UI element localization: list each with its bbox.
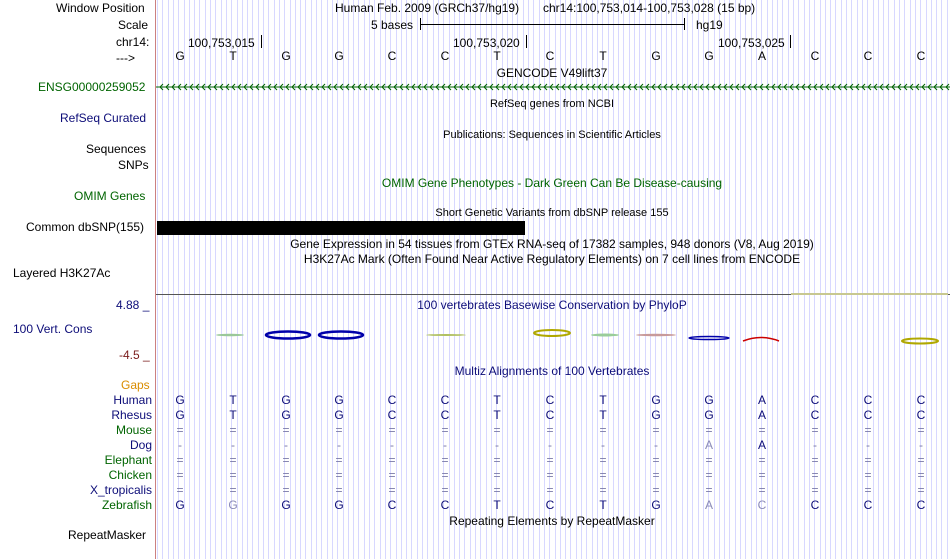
alignment-base: C <box>440 498 450 512</box>
phylop-track-title[interactable]: 100 vertebrates Basewise Conservation by PhyloP <box>417 298 687 312</box>
sequence-base: C <box>387 49 397 63</box>
coord-tick <box>526 35 527 48</box>
dbsnp-track-title[interactable]: Short Genetic Variants from dbSNP release 155 <box>435 207 669 219</box>
alignment-base: = <box>599 453 607 467</box>
alignment-base: = <box>335 468 343 482</box>
alignment-base: T <box>599 393 607 407</box>
alignment-base: A <box>757 438 766 452</box>
alignment-base: C <box>545 498 555 512</box>
alignment-base: A <box>757 408 766 422</box>
alignment-base: C <box>810 393 820 407</box>
chrom-label: chr14: <box>116 35 150 49</box>
dbsnp-label[interactable]: Common dbSNP(155) <box>26 220 145 234</box>
alignment-base: = <box>388 453 396 467</box>
alignment-base: T <box>493 498 501 512</box>
alignment-base: = <box>811 468 819 482</box>
gencode-gene-feature[interactable] <box>156 82 950 92</box>
alignment-base: = <box>864 483 872 497</box>
alignment-base: = <box>917 483 925 497</box>
scale-label: Scale <box>118 18 149 32</box>
alignment-base: = <box>388 468 396 482</box>
sequences-label[interactable]: Sequences <box>86 142 147 156</box>
alignment-base: C <box>863 408 873 422</box>
alignment-base: = <box>705 453 713 467</box>
species-label[interactable]: Human <box>113 393 152 407</box>
refseq-curated-label[interactable]: RefSeq Curated <box>60 111 147 125</box>
alignment-base: = <box>441 468 449 482</box>
species-label[interactable]: Rhesus <box>111 408 152 422</box>
alignment-base: G <box>281 408 291 422</box>
omim-genes-label[interactable]: OMIM Genes <box>74 189 146 203</box>
h3k27ac-signal <box>791 293 948 295</box>
alignment-base: - <box>390 438 394 452</box>
alignment-base: = <box>335 453 343 467</box>
repeatmasker-track-title[interactable]: Repeating Elements by RepeatMasker <box>449 514 655 528</box>
alignment-base: C <box>810 408 820 422</box>
alignment-base: C <box>387 408 397 422</box>
alignment-base: = <box>493 453 501 467</box>
alignment-base: C <box>757 498 767 512</box>
alignment-base: = <box>335 423 343 437</box>
strand-label: ---> <box>116 51 135 65</box>
h3k27ac-track-title[interactable]: H3K27Ac Mark (Often Found Near Active Regulatory Elements) on 7 cell lines from ENCODE <box>303 252 801 266</box>
alignment-base: = <box>864 468 872 482</box>
coord-tick <box>261 35 262 48</box>
phylop-max-label: 4.88 _ <box>116 298 150 312</box>
alignment-base: = <box>282 483 290 497</box>
alignment-base: = <box>811 483 819 497</box>
alignment-base: = <box>388 483 396 497</box>
alignment-base: C <box>916 408 926 422</box>
assembly-text: Human Feb. 2009 (GRCh37/hg19) <box>335 1 520 15</box>
sequence-base: C <box>810 49 820 63</box>
alignment-base: = <box>493 423 501 437</box>
alignment-base: - <box>654 438 658 452</box>
sequence-base: G <box>651 49 661 63</box>
sequence-base: G <box>175 49 185 63</box>
gencode-gene-label[interactable]: ENSG00000259052 <box>38 80 146 94</box>
alignment-base: = <box>229 453 237 467</box>
phylop-logo-glyphs <box>156 320 950 350</box>
coord-label: 100,753,015 <box>188 36 255 50</box>
alignment-base: = <box>705 468 713 482</box>
alignment-base: - <box>337 438 341 452</box>
multiz-track-title[interactable]: Multiz Alignments of 100 Vertebrates <box>454 364 650 378</box>
scale-text: 5 bases <box>371 18 414 32</box>
alignment-base: = <box>546 423 554 437</box>
alignment-base: = <box>864 453 872 467</box>
gencode-track-title[interactable]: GENCODE V49lift37 <box>496 66 608 80</box>
alignment-base: = <box>652 423 660 437</box>
h3k27ac-label[interactable]: Layered H3K27Ac <box>13 266 111 280</box>
alignment-base: = <box>705 483 713 497</box>
alignment-base: = <box>176 483 184 497</box>
sequence-base: G <box>334 49 344 63</box>
alignment-base: = <box>229 483 237 497</box>
alignment-base: T <box>599 408 607 422</box>
alignment-base: C <box>440 393 450 407</box>
species-label[interactable]: Dog <box>129 438 152 452</box>
alignment-base: = <box>546 468 554 482</box>
refseq-track-title[interactable]: RefSeq genes from NCBI <box>489 98 615 110</box>
alignment-base: A <box>757 393 766 407</box>
alignment-base: = <box>864 423 872 437</box>
sequence-base: T <box>493 49 501 63</box>
alignment-base: = <box>811 453 819 467</box>
omim-track-title[interactable]: OMIM Gene Phenotypes - Dark Green Can Be Disease-causing <box>381 176 723 190</box>
phylop-min-label: -4.5 _ <box>119 348 150 362</box>
alignment-base: = <box>388 423 396 437</box>
alignment-base: C <box>387 393 397 407</box>
alignment-base: G <box>228 498 238 512</box>
window-position-label: Window Position <box>56 1 145 15</box>
alignment-base: G <box>175 408 185 422</box>
alignment-base: = <box>493 483 501 497</box>
alignment-base: C <box>810 498 820 512</box>
alignment-base: = <box>758 468 766 482</box>
alignment-base: = <box>282 423 290 437</box>
sequence-base: C <box>863 49 873 63</box>
alignment-base: = <box>282 468 290 482</box>
species-label[interactable]: X_tropicalis <box>89 483 152 497</box>
coord-tick <box>790 35 791 48</box>
alignment-base: = <box>652 483 660 497</box>
sequence-base: T <box>599 49 607 63</box>
dbsnp-variant-bar[interactable] <box>157 221 525 235</box>
sequence-base: G <box>281 49 291 63</box>
alignment-base: = <box>705 423 713 437</box>
alignment-base: C <box>440 408 450 422</box>
alignment-base: G <box>651 408 661 422</box>
alignment-base: = <box>176 423 184 437</box>
alignment-base: G <box>704 408 714 422</box>
alignment-base: = <box>335 483 343 497</box>
alignment-base: G <box>334 408 344 422</box>
repeatmasker-label[interactable]: RepeatMasker <box>68 528 147 542</box>
alignment-base: - <box>813 438 817 452</box>
alignment-base: = <box>758 423 766 437</box>
species-label[interactable]: Chicken <box>108 468 152 482</box>
publications-track-title[interactable]: Publications: Sequences in Scientific Articles <box>443 129 661 141</box>
alignment-base: G <box>651 498 661 512</box>
alignment-base: T <box>493 408 501 422</box>
alignment-base: C <box>545 408 555 422</box>
alignment-base: - <box>866 438 870 452</box>
alignment-base: G <box>281 498 291 512</box>
alignment-base: = <box>917 468 925 482</box>
coord-label: 100,753,025 <box>718 36 785 50</box>
alignment-base: T <box>229 408 237 422</box>
sequence-base: A <box>757 49 766 63</box>
alignment-base: = <box>441 423 449 437</box>
coord-label: 100,753,020 <box>453 36 520 50</box>
sequence-base: G <box>704 49 714 63</box>
alignment-base: G <box>704 393 714 407</box>
alignment-base: C <box>916 393 926 407</box>
alignment-base: = <box>441 453 449 467</box>
gaps-label[interactable]: Gaps <box>121 378 150 392</box>
alignment-base: = <box>546 453 554 467</box>
alignment-base: G <box>651 393 661 407</box>
alignment-base: A <box>704 498 713 512</box>
alignment-base: C <box>863 393 873 407</box>
sequence-base: T <box>229 49 237 63</box>
sequence-base: C <box>916 49 926 63</box>
alignment-base: C <box>545 393 555 407</box>
alignment-base: = <box>493 468 501 482</box>
alignment-base: C <box>387 498 397 512</box>
alignment-base: = <box>176 468 184 482</box>
alignment-base: T <box>229 393 237 407</box>
alignment-base: - <box>231 438 235 452</box>
gtex-track-title[interactable]: Gene Expression in 54 tissues from GTEx RNA-seq of 17382 samples, 948 donors (V8, Aug 2019) <box>290 237 814 251</box>
position-text[interactable]: chr14:100,753,014-100,753,028 (15 bp) <box>543 1 756 15</box>
alignment-base: - <box>495 438 499 452</box>
alignment-base: = <box>917 423 925 437</box>
alignment-base: = <box>599 483 607 497</box>
alignment-base: G <box>334 498 344 512</box>
alignment-base: A <box>704 438 713 452</box>
sequence-base: C <box>545 49 555 63</box>
alignment-base: T <box>493 393 501 407</box>
cons-label[interactable]: 100 Vert. Cons <box>13 322 93 336</box>
alignment-base: C <box>863 498 873 512</box>
alignment-base: = <box>546 483 554 497</box>
alignment-base: = <box>758 483 766 497</box>
alignment-base: G <box>281 393 291 407</box>
alignment-base: = <box>811 423 819 437</box>
alignment-base: = <box>599 468 607 482</box>
sequence-base: C <box>440 49 450 63</box>
alignment-base: T <box>599 498 607 512</box>
alignment-base: = <box>229 423 237 437</box>
alignment-base: - <box>443 438 447 452</box>
species-label[interactable]: Elephant <box>104 453 152 467</box>
alignment-base: G <box>175 498 185 512</box>
alignment-base: = <box>652 468 660 482</box>
alignment-base: = <box>599 423 607 437</box>
alignment-base: C <box>916 498 926 512</box>
species-label[interactable]: Zebrafish <box>101 498 152 512</box>
species-label[interactable]: Mouse <box>115 423 152 437</box>
alignment-base: - <box>178 438 182 452</box>
alignment-base: - <box>601 438 605 452</box>
alignment-base: = <box>917 453 925 467</box>
alignment-base: = <box>652 453 660 467</box>
alignment-base: - <box>919 438 923 452</box>
alignment-base: G <box>175 393 185 407</box>
alignment-base: G <box>334 393 344 407</box>
alignment-base: = <box>441 483 449 497</box>
alignment-base: = <box>176 453 184 467</box>
alignment-base: = <box>229 468 237 482</box>
alignment-base: = <box>282 453 290 467</box>
snps-label[interactable]: SNPs <box>118 158 149 172</box>
alignment-base: = <box>758 453 766 467</box>
scale-assembly: hg19 <box>696 18 723 32</box>
alignment-base: - <box>284 438 288 452</box>
alignment-base: - <box>548 438 552 452</box>
